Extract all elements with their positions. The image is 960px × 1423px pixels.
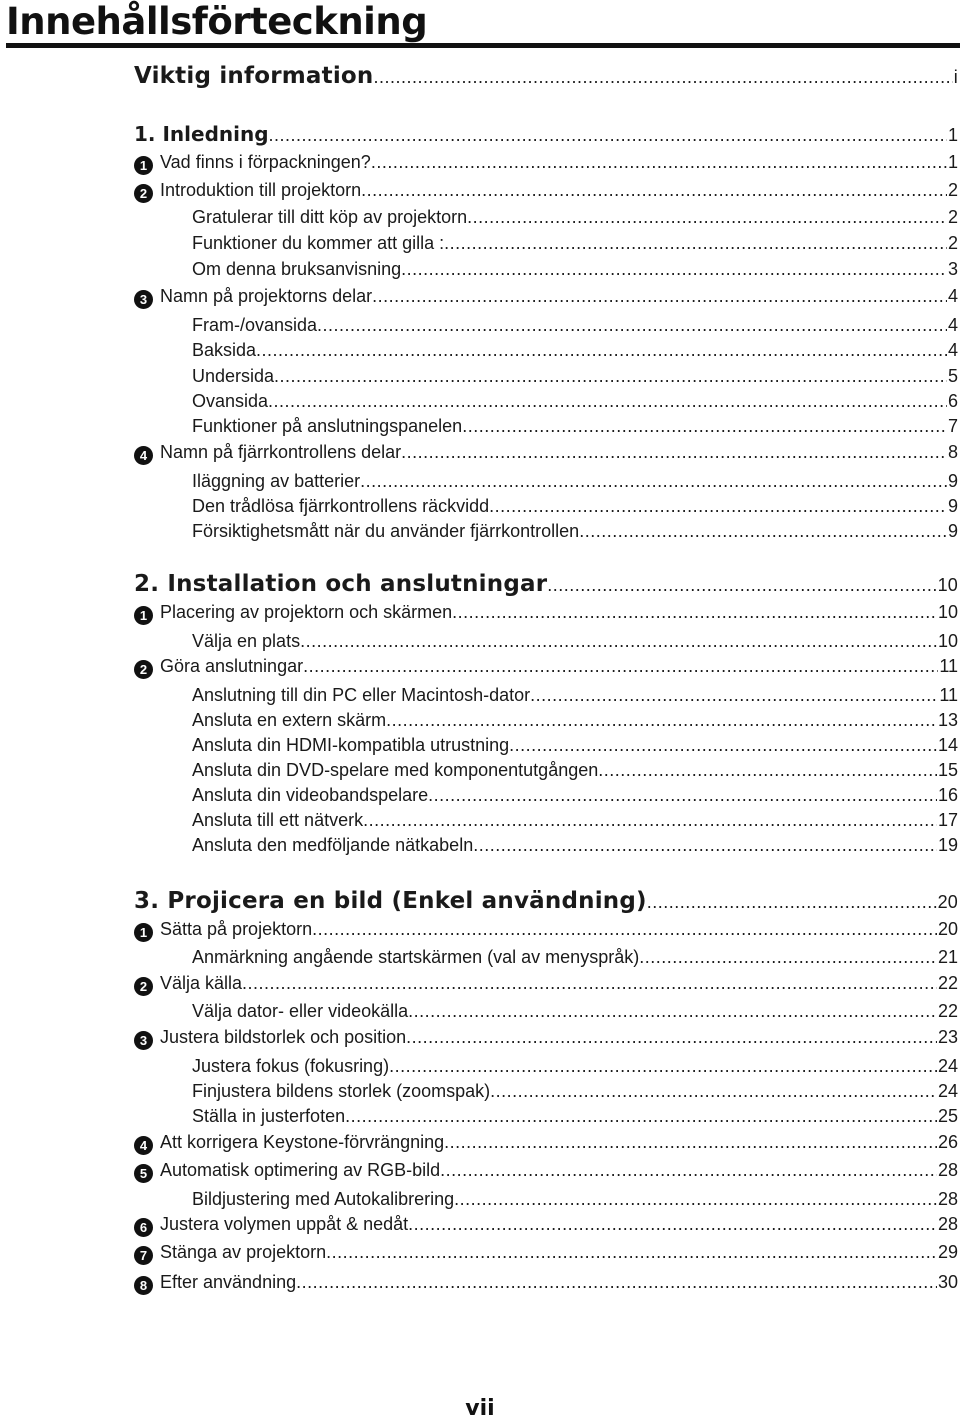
dot-leader (598, 758, 937, 782)
step-number-badge: 6 (134, 1218, 153, 1237)
toc-entry[interactable] (134, 1212, 958, 1237)
toc-entry-label: Placering av projektorn och skärmen (160, 602, 453, 622)
step-number-badge: 8 (134, 1276, 153, 1295)
toc-entry-label: Funktioner på anslutningspanelen (192, 416, 463, 436)
toc-page-number: 3 (947, 259, 958, 279)
dot-leader (269, 122, 947, 147)
toc-entry-label: Ansluta den medföljande nätkabeln (192, 835, 474, 855)
toc-page-number: 10 (937, 602, 958, 622)
toc-entry-title (134, 1054, 389, 1078)
dot-leader (509, 733, 937, 757)
toc-entry-label: Bildjustering med Autokalibrering (192, 1189, 455, 1209)
toc-entry[interactable] (134, 1025, 958, 1050)
toc-entry[interactable] (134, 1104, 958, 1128)
dot-leader (372, 284, 947, 308)
dot-leader (401, 257, 947, 281)
toc-page-number: 4 (947, 286, 958, 306)
dot-leader (530, 683, 938, 707)
toc-entry-title (134, 469, 360, 493)
toc-entry-title (134, 313, 317, 337)
dot-leader (363, 808, 937, 832)
toc-page-number: 23 (937, 1027, 958, 1047)
dot-leader (256, 338, 947, 362)
toc-entry-title (134, 808, 363, 832)
toc-entry[interactable] (134, 572, 958, 597)
toc-entry-label: Undersida (192, 366, 275, 386)
toc-entry[interactable] (134, 519, 958, 543)
toc-entry-label: Ansluta din HDMI-kompatibla utrustning (192, 735, 510, 755)
toc-entry-title (134, 833, 473, 857)
toc-entry[interactable] (134, 338, 958, 362)
toc-page-number: 14 (937, 735, 958, 755)
toc-entry[interactable] (134, 1187, 958, 1211)
toc-page-number: 7 (947, 416, 958, 436)
step-number-badge: 7 (134, 1246, 153, 1265)
toc-page-number: 6 (947, 391, 958, 411)
dot-leader (408, 999, 937, 1023)
toc-page-number: 4 (947, 315, 958, 335)
dot-leader (268, 389, 947, 413)
toc-entry[interactable] (134, 999, 958, 1023)
dot-leader (489, 494, 947, 518)
dot-leader (296, 1270, 937, 1294)
dot-leader (345, 1104, 937, 1128)
toc-page-number: 28 (937, 1160, 958, 1180)
dot-leader (300, 629, 937, 653)
toc-entry-title (134, 572, 547, 596)
step-number-badge: 3 (134, 1031, 153, 1050)
toc-page-number: 9 (947, 496, 958, 516)
toc-entry-title (134, 338, 256, 362)
toc-entry-label: Ansluta din DVD-spelare med komponentutgången (192, 760, 599, 780)
toc-entry-label: Automatisk optimering av RGB-bild (160, 1160, 441, 1180)
toc-entry-title (134, 783, 428, 807)
dot-leader (579, 519, 947, 543)
dot-leader (373, 64, 952, 89)
toc-entry-label: Att korrigera Keystone-förvrängning (160, 1132, 445, 1152)
toc-page-number: 28 (937, 1189, 958, 1209)
toc-entry-title (134, 1187, 454, 1211)
dot-leader (490, 1079, 937, 1103)
dot-leader (428, 783, 937, 807)
toc-entry-label: Namn på fjärrkontrollens delar (160, 442, 402, 462)
toc-entry[interactable] (134, 1158, 958, 1183)
toc-entry-title (134, 440, 401, 465)
toc-entry[interactable] (134, 917, 958, 942)
dot-leader (360, 469, 947, 493)
toc-entry-title (134, 733, 509, 757)
toc-page-number: 16 (937, 785, 958, 805)
toc-entry[interactable] (134, 494, 958, 518)
toc-entry-label: Vad finns i förpackningen? (160, 152, 371, 172)
toc-entry[interactable] (134, 389, 958, 413)
dot-leader (274, 364, 947, 388)
toc-entry-title (134, 494, 489, 518)
toc-entry-title (134, 971, 242, 996)
toc-entry-title (134, 600, 452, 625)
toc-entry-label: Välja källa (160, 973, 243, 993)
toc-entry[interactable] (134, 945, 958, 969)
toc-entry-title (134, 1158, 440, 1183)
toc-entry-title (134, 205, 467, 229)
toc-entry[interactable] (134, 654, 958, 679)
toc-entry-label: Viktig information (134, 63, 374, 89)
toc-entry[interactable] (134, 708, 958, 732)
toc-entry[interactable] (134, 1240, 958, 1265)
toc-entry[interactable] (134, 284, 958, 309)
dot-leader (647, 889, 937, 914)
toc-entry-label: Den trådlösa fjärrkontrollens räckvidd (192, 496, 490, 516)
step-number-badge: 4 (134, 1136, 153, 1155)
toc-entry-label: Ansluta en extern skärm (192, 710, 387, 730)
toc-entry-title (134, 122, 269, 146)
toc-entry-title (134, 999, 408, 1023)
toc-entry-title (134, 945, 639, 969)
toc-entry[interactable] (134, 1270, 958, 1295)
toc-entry-label: Välja dator- eller videokälla (192, 1001, 409, 1021)
toc-entry[interactable] (134, 364, 958, 388)
toc-page-number: 4 (947, 340, 958, 360)
toc-entry-label: Iläggning av batterier (192, 471, 361, 491)
toc-entry-title (134, 150, 371, 175)
toc-entry[interactable] (134, 629, 958, 653)
toc-entry-label: Sätta på projektorn (160, 919, 313, 939)
step-number-badge: 2 (134, 660, 153, 679)
toc-entry-title (134, 1240, 326, 1265)
toc-entry[interactable] (134, 313, 958, 337)
dot-leader (462, 414, 947, 438)
dot-leader (408, 1212, 937, 1236)
dot-leader (467, 205, 947, 229)
toc-page-number: 25 (937, 1106, 958, 1126)
toc-entry[interactable] (134, 205, 958, 229)
toc-entry-title (134, 178, 361, 203)
toc-entry-title (134, 64, 373, 88)
toc-page-number: 20 (937, 919, 958, 939)
dot-leader (454, 1187, 937, 1211)
dot-leader (547, 572, 936, 597)
toc-entry-title (134, 917, 312, 942)
toc-entry[interactable] (134, 733, 958, 757)
toc-entry-label: Stänga av projektorn (160, 1242, 327, 1262)
toc-entry-title (134, 758, 598, 782)
toc-entry-label: Försiktighetsmått när du använder fjärrkontrollen (192, 521, 580, 541)
step-number-badge: 1 (134, 923, 153, 942)
step-number-badge: 1 (134, 606, 153, 625)
toc-page-number: 22 (937, 1001, 958, 1021)
toc-page-number: 9 (947, 471, 958, 491)
toc-entry-label: Efter användning (160, 1272, 297, 1292)
toc-page-number: 2 (947, 233, 958, 253)
toc-entry[interactable] (134, 1079, 958, 1103)
page-number: vii (465, 1396, 495, 1421)
dot-leader (312, 917, 937, 941)
toc-entry-label: Ansluta till ett nätverk (192, 810, 364, 830)
toc-page-number: i (953, 67, 958, 87)
dot-leader (406, 1025, 937, 1049)
dot-leader (317, 313, 947, 337)
toc-entry-title (134, 1270, 296, 1295)
toc-entry-label: Göra anslutningar (160, 656, 304, 676)
toc-page-number: 2 (947, 180, 958, 200)
toc-page-number: 2 (947, 207, 958, 227)
dot-leader (361, 178, 947, 202)
dot-leader (386, 708, 937, 732)
toc-entry[interactable] (134, 257, 958, 281)
dot-leader (303, 654, 938, 678)
toc-entry-label: 1. Inledning (134, 122, 269, 146)
step-number-badge: 3 (134, 290, 153, 309)
toc-entry-title (134, 257, 401, 281)
toc-entry-title (134, 1079, 490, 1103)
dot-leader (389, 1054, 937, 1078)
toc-entry[interactable] (134, 783, 958, 807)
toc-entry-label: Välja en plats (192, 631, 301, 651)
toc-entry-title (134, 654, 303, 679)
toc-entry-title (134, 414, 462, 438)
toc-entry-label: 3. Projicera en bild (Enkel användning) (134, 888, 647, 914)
toc-entry-title (134, 629, 300, 653)
toc-entry-label: 2. Installation och anslutningar (134, 571, 548, 597)
toc-page-number: 29 (937, 1242, 958, 1262)
toc-entry[interactable] (134, 758, 958, 782)
toc-entry-label: Gratulerar till ditt köp av projektorn (192, 207, 468, 227)
step-number-badge: 5 (134, 1164, 153, 1183)
dot-leader (326, 1240, 937, 1264)
dot-leader (473, 833, 937, 857)
toc-entry-label: Funktioner du kommer att gilla : (192, 233, 445, 253)
toc-entry-title (134, 1104, 345, 1128)
toc-entry-label: Finjustera bildens storlek (zoomspak) (192, 1081, 491, 1101)
toc-page-number: 1 (947, 152, 958, 172)
toc-page-number: 11 (939, 656, 958, 676)
toc-entry-title (134, 284, 372, 309)
toc-entry[interactable] (134, 150, 958, 175)
toc-page-number: 28 (937, 1214, 958, 1234)
toc-entry-label: Baksida (192, 340, 257, 360)
toc-entry-label: Ansluta din videobandspelare (192, 785, 429, 805)
toc-entry-label: Introduktion till projektorn (160, 180, 362, 200)
toc-entry-label: Anslutning till din PC eller Macintosh-dator (192, 685, 531, 705)
dot-leader (444, 231, 947, 255)
toc-page-number: 1 (947, 125, 958, 145)
toc-entry-label: Ovansida (192, 391, 269, 411)
toc-entry-title (134, 1025, 406, 1050)
toc-entry-title (134, 231, 444, 255)
page-title: Innehållsförteckning (6, 0, 428, 43)
step-number-badge: 2 (134, 184, 153, 203)
dot-leader (639, 945, 937, 969)
toc-entry-label: Fram-/ovansida (192, 315, 318, 335)
toc-page-number: 10 (937, 575, 958, 595)
toc-page-number: 9 (947, 521, 958, 541)
toc-entry[interactable] (134, 231, 958, 255)
toc-entry-title (134, 364, 274, 388)
toc-page-number: 13 (937, 710, 958, 730)
toc-entry[interactable] (134, 808, 958, 832)
toc-entry-title (134, 389, 268, 413)
toc-page-number: 17 (937, 810, 958, 830)
step-number-badge: 2 (134, 977, 153, 996)
dot-leader (371, 150, 947, 174)
toc-entry[interactable] (134, 64, 958, 89)
toc-entry-title (134, 1130, 444, 1155)
toc-page-number: 22 (937, 973, 958, 993)
toc-page-number: 8 (947, 442, 958, 462)
toc-entry-title (134, 683, 530, 707)
title-rule (6, 43, 960, 48)
toc-page-number: 20 (937, 892, 958, 912)
toc-entry-label: Justera volymen uppåt & nedåt (160, 1214, 409, 1234)
toc-entry-label: Justera fokus (fokusring) (192, 1056, 390, 1076)
toc-entry-label: Om denna bruksanvisning (192, 259, 402, 279)
toc-entry-title (134, 708, 386, 732)
dot-leader (440, 1158, 937, 1182)
toc-page-number: 15 (937, 760, 958, 780)
dot-leader (401, 440, 947, 464)
toc-entry-title (134, 519, 579, 543)
toc-page-number: 24 (937, 1056, 958, 1076)
toc-entry[interactable] (134, 833, 958, 857)
toc-entry[interactable] (134, 683, 958, 707)
step-number-badge: 1 (134, 156, 153, 175)
toc-page-number: 5 (947, 366, 958, 386)
toc-entry[interactable] (134, 414, 958, 438)
toc-entry[interactable] (134, 889, 958, 914)
toc-page-number: 11 (939, 685, 958, 705)
toc-entry[interactable] (134, 122, 958, 147)
toc-entry[interactable] (134, 178, 958, 203)
toc-entry-label: Namn på projektorns delar (160, 286, 373, 306)
toc-entry-title (134, 889, 647, 913)
toc-entry[interactable] (134, 469, 958, 493)
dot-leader (242, 971, 937, 995)
toc-entry[interactable] (134, 600, 958, 625)
toc-entry[interactable] (134, 1054, 958, 1078)
toc-entry-label: Ställa in justerfoten (192, 1106, 346, 1126)
toc-entry-title (134, 1212, 408, 1237)
toc-page-number: 21 (937, 947, 958, 967)
step-number-badge: 4 (134, 446, 153, 465)
toc-page-number: 24 (937, 1081, 958, 1101)
toc-entry-label: Anmärkning angående startskärmen (val av menyspråk) (192, 947, 640, 967)
toc-page-number: 30 (937, 1272, 958, 1292)
dot-leader (452, 600, 937, 624)
toc-page-number: 10 (937, 631, 958, 651)
toc-entry[interactable] (134, 971, 958, 996)
toc-page-number: 19 (937, 835, 958, 855)
toc-entry[interactable] (134, 1130, 958, 1155)
toc-page-number: 26 (937, 1132, 958, 1152)
toc-entry[interactable] (134, 440, 958, 465)
toc-entry-label: Justera bildstorlek och position (160, 1027, 407, 1047)
dot-leader (444, 1130, 937, 1154)
